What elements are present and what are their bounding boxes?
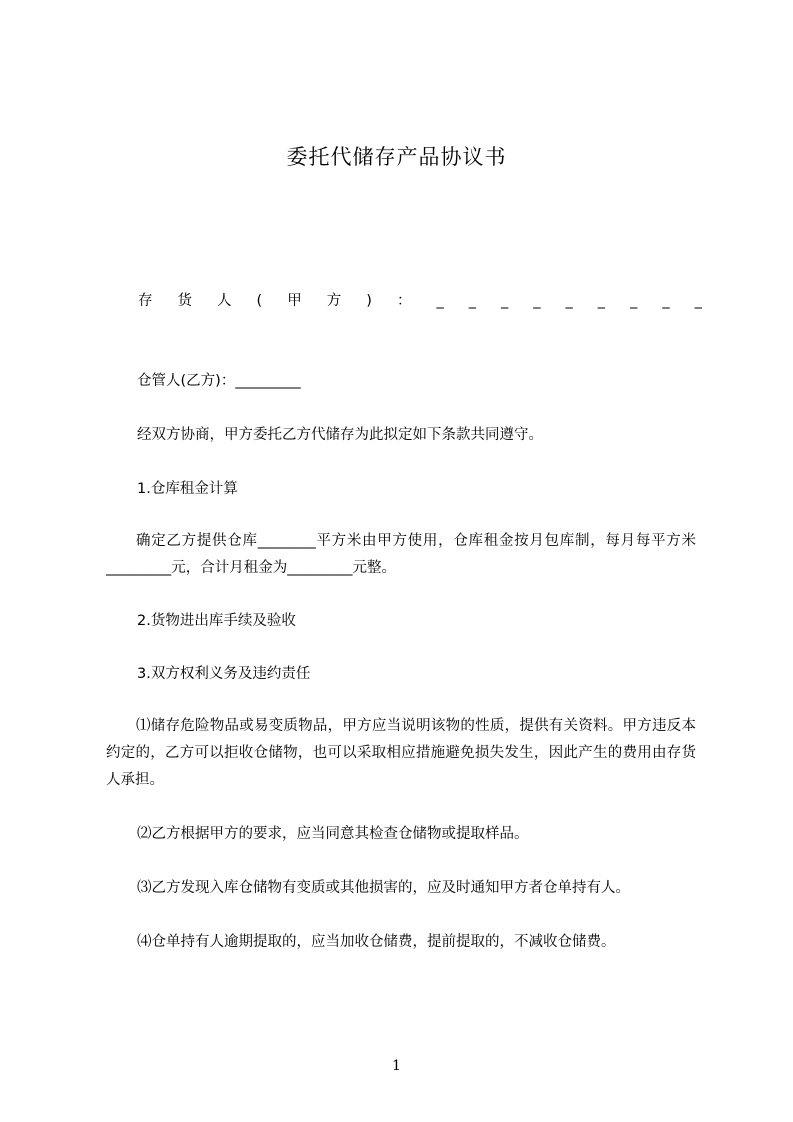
depositor-line-char: 方 [326,293,342,309]
clause-2-paragraph: ⑵乙方根据甲方的要求，应当同意其检查仓储物或提取样品。 [137,826,529,842]
clause-3-paragraph: ⑶乙方发现入库仓储物有变质或其他损害的，应及时通知甲方者仓单持有人。 [137,880,630,896]
depositor-line-char: 存 [138,293,153,309]
depositor-line-char: _ [501,293,509,309]
section-heading-rights: 3.双方权利义务及违约责任 [137,666,311,682]
clause-1-paragraph: ⑴储存危险物品或易变质物品，甲方应当说明该物的性质，提供有关资料。甲方违反本约定的，乙方可以拒收仓储物，也可以采取相应措施避免损失发生，因此产生的费用由存货人承担。 [106,718,696,788]
page-number: 1 [392,1058,401,1074]
depositor-line-char: _ [565,293,573,309]
depositor-line-char: _ [597,293,606,309]
depositor-line-char: ) [366,293,372,309]
depositor-line-char: _ [533,293,541,309]
depositor-line [138,291,702,311]
depositor-line-char: ( [256,293,263,309]
rent-paragraph: 确定乙方提供仓库________平方米由甲方使用，仓库租金按月包库制，每月每平方米_________元，合计月租金为_________元整。 [106,533,696,576]
section-heading-rent: 1.仓库租金计算 [137,481,238,497]
keeper-line: 仓管人(乙方)：_________ [137,373,301,389]
depositor-line-char: 甲 [287,293,302,309]
intro-paragraph: 经双方协商，甲方委托乙方代储存为此拟定如下条款共同遵守。 [137,427,543,443]
depositor-line-char: 人 [217,293,232,309]
depositor-line-char: _ [468,293,476,309]
document-title: 委托代储存产品协议书 [286,145,507,169]
depositor-line-char: _ [662,293,670,309]
clause-4-paragraph: ⑷仓单持有人逾期提取的，应当加收仓储费，提前提取的，不减收仓储费。 [137,934,616,950]
depositor-line-char: 货 [177,293,193,309]
depositor-line-char: ： [396,293,412,309]
depositor-line-char: _ [630,293,638,309]
section-heading-warehousing: 2.货物进出库手续及验收 [137,613,296,629]
depositor-line-char: _ [436,293,444,309]
depositor-line-char: _ [694,293,702,309]
